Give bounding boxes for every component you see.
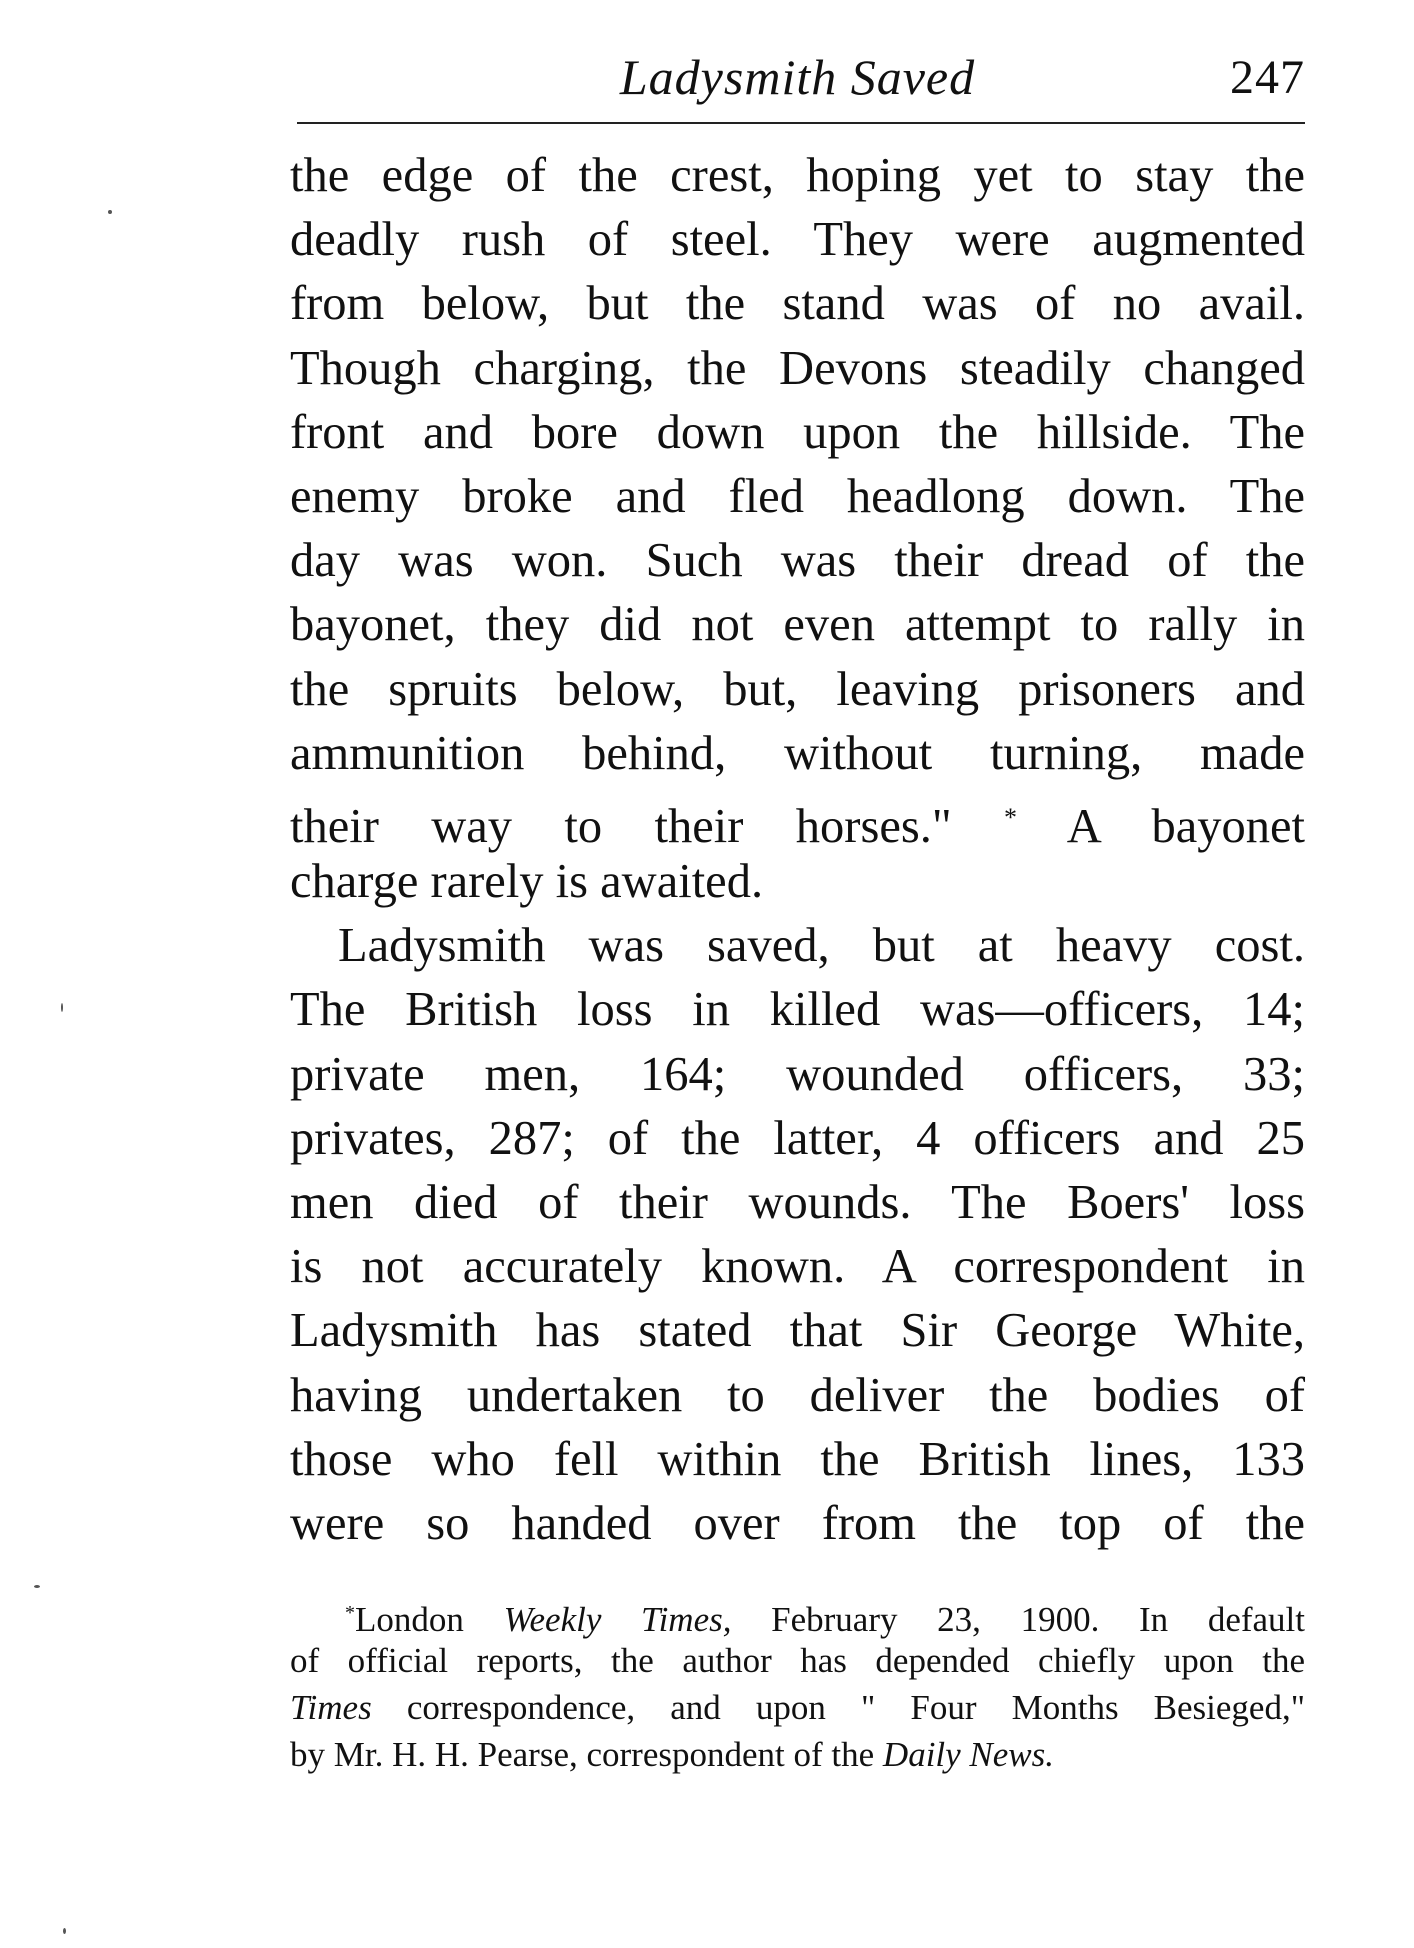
text-line: Ladysmith has stated that Sir George White,	[290, 1304, 1305, 1358]
scan-speck	[63, 1928, 66, 1934]
text-segment: by Mr. H. H. Pearse, correspondent of the	[290, 1735, 875, 1774]
text-line-with-footnote-ref	[290, 786, 1305, 853]
text-line: having undertaken to deliver the bodies of	[290, 1368, 1305, 1422]
text-segment: correspondence, and upon " Four Months Besieged,"	[406, 1688, 1306, 1727]
publication-title: Weekly Times,	[503, 1600, 732, 1639]
footnote-reference: *	[1004, 802, 1018, 832]
text-segment: February 23, 1900. In default	[771, 1600, 1305, 1639]
text-line: those who fell within the British lines, 133	[290, 1432, 1305, 1486]
running-head-title: Ladysmith Saved	[619, 49, 976, 105]
text-line: enemy broke and fled headlong down. The	[290, 469, 1305, 523]
text-segment: London	[355, 1600, 464, 1639]
footnote	[290, 1590, 1305, 1778]
text-line: front and bore down upon the hillside. The	[290, 405, 1305, 459]
text-line: ammunition behind, without turning, made	[290, 726, 1305, 780]
publication-title: Times	[290, 1688, 372, 1727]
footnote-line	[290, 1590, 1305, 1637]
header-rule	[297, 122, 1305, 124]
page-number: 247	[1230, 51, 1305, 104]
text-line: deadly rush of steel. They were augmented	[290, 213, 1305, 267]
footnote-marker: *	[345, 1602, 355, 1624]
text-segment: A bayonet	[1066, 799, 1305, 853]
text-line: were so handed over from the top of the	[290, 1496, 1305, 1550]
text-line: is not accurately known. A correspondent in	[290, 1240, 1305, 1294]
text-line: charge rarely is awaited.	[290, 855, 764, 909]
scan-speck	[34, 1585, 40, 1588]
text-line: from below, but the stand was of no avail.	[290, 277, 1305, 331]
text-line: the edge of the crest, hoping yet to stay the	[290, 149, 1305, 202]
text-line: Ladysmith was saved, but at heavy cost.	[338, 919, 1305, 973]
text-line: day was won. Such was their dread of the	[290, 534, 1305, 588]
text-line: private men, 164; wounded officers, 33;	[290, 1047, 1305, 1101]
text-line: privates, 287; of the latter, 4 officers and 25	[290, 1111, 1305, 1165]
footnote-line	[290, 1731, 1305, 1778]
publication-title: Daily News.	[882, 1735, 1055, 1774]
footnote-line: of official reports, the author has depended chiefly upon the	[290, 1641, 1305, 1680]
text-segment: their way to their horses."	[290, 799, 952, 853]
scan-speck	[61, 1003, 63, 1012]
text-line: the spruits below, but, leaving prisoners and	[290, 662, 1305, 716]
running-head	[290, 48, 1305, 112]
footnote-line	[290, 1684, 1305, 1731]
scan-speck	[108, 210, 112, 214]
body-text	[290, 144, 1305, 1556]
text-line: The British loss in killed was—officers, 14;	[290, 983, 1305, 1037]
text-line: men died of their wounds. The Boers' loss	[290, 1176, 1305, 1229]
text-line: bayonet, they did not even attempt to rally in	[290, 598, 1305, 652]
text-line: Though charging, the Devons steadily changed	[290, 341, 1305, 395]
